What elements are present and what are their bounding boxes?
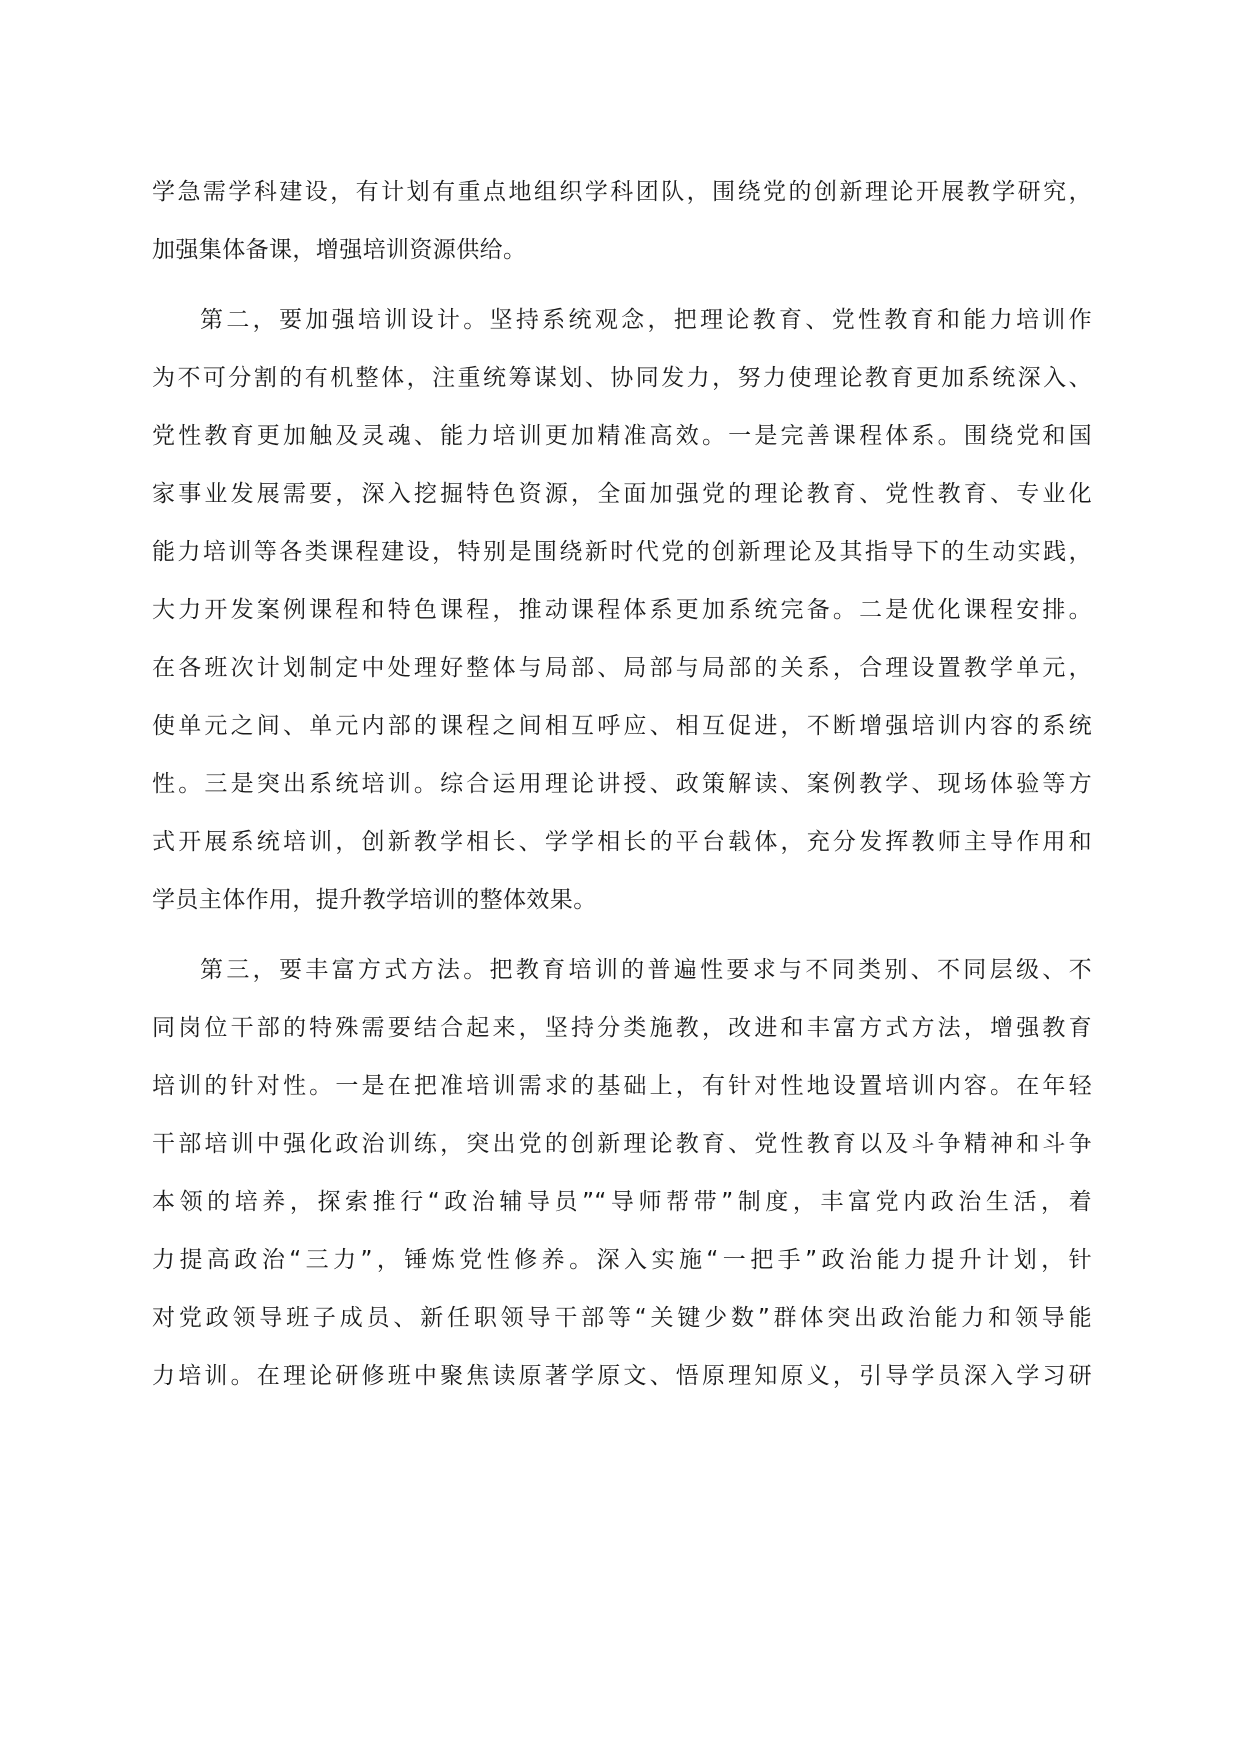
- text-line: 力提高政治“三力”，锤炼党性修养。深入实施“一把手”政治能力提升计划，针: [152, 1247, 1092, 1273]
- text-line: 性。三是突出系统培训。综合运用理论讲授、政策解读、案例教学、现场体验等方: [152, 771, 1092, 797]
- paragraph-first-line: 第二，要加强培训设计。坚持系统观念，把理论教育、党性教育和能力培训作: [200, 307, 1092, 333]
- text-line: 培训的针对性。一是在把准培训需求的基础上，有针对性地设置培训内容。在年轻: [152, 1073, 1092, 1099]
- text-line: 对党政领导班子成员、新任职领导干部等“关键少数”群体突出政治能力和领导能: [152, 1305, 1092, 1331]
- text-line: 家事业发展需要，深入挖掘特色资源，全面加强党的理论教育、党性教育、专业化: [152, 481, 1092, 507]
- text-line: 本领的培养，探索推行“政治辅导员”“导师帮带”制度，丰富党内政治生活，着: [152, 1189, 1092, 1215]
- text-line: 学员主体作用，提升教学培训的整体效果。: [152, 887, 597, 913]
- text-line: 使单元之间、单元内部的课程之间相互呼应、相互促进，不断增强培训内容的系统: [152, 713, 1092, 739]
- text-line: 同岗位干部的特殊需要结合起来，坚持分类施教，改进和丰富方式方法，增强教育: [152, 1015, 1092, 1041]
- text-line: 学急需学科建设，有计划有重点地组织学科团队，围绕党的创新理论开展教学研究，: [152, 179, 1092, 205]
- paragraph-first-line: 第三，要丰富方式方法。把教育培训的普遍性要求与不同类别、不同层级、不: [200, 957, 1092, 983]
- text-line: 加强集体备课，增强培训资源供给。: [152, 237, 527, 263]
- text-line: 力培训。在理论研修班中聚焦读原著学原文、悟原理知原义，引导学员深入学习研: [152, 1363, 1092, 1389]
- text-line: 能力培训等各类课程建设，特别是围绕新时代党的创新理论及其指导下的生动实践，: [152, 539, 1092, 565]
- text-line: 干部培训中强化政治训练，突出党的创新理论教育、党性教育以及斗争精神和斗争: [152, 1131, 1092, 1157]
- text-line: 大力开发案例课程和特色课程，推动课程体系更加系统完备。二是优化课程安排。: [152, 597, 1092, 623]
- text-line: 在各班次计划制定中处理好整体与局部、局部与局部的关系，合理设置教学单元，: [152, 655, 1092, 681]
- text-line: 党性教育更加触及灵魂、能力培训更加精准高效。一是完善课程体系。围绕党和国: [152, 423, 1092, 449]
- text-line: 为不可分割的有机整体，注重统筹谋划、协同发力，努力使理论教育更加系统深入、: [152, 365, 1092, 391]
- text-line: 式开展系统培训，创新教学相长、学学相长的平台载体，充分发挥教师主导作用和: [152, 829, 1092, 855]
